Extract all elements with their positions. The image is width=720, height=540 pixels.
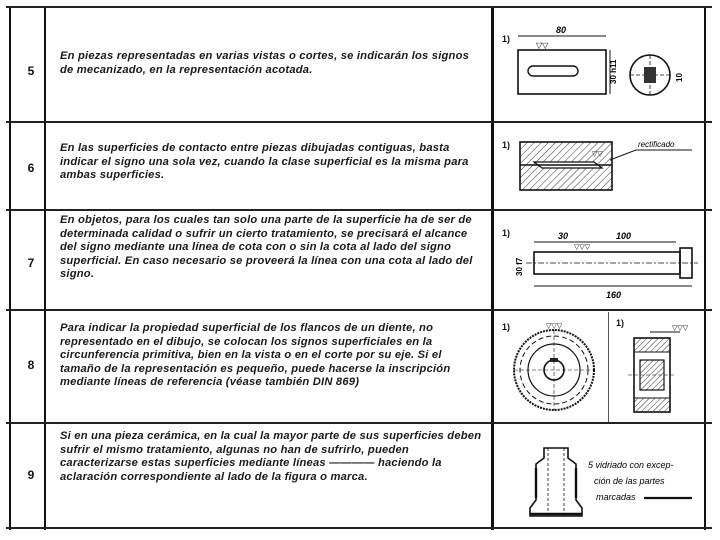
figure-marker: 1) xyxy=(502,34,511,44)
dimension-label: 30 f7 xyxy=(515,257,524,276)
figure-divider xyxy=(608,312,609,422)
row-text: Si en una pieza cerámica, en la cual la mayor parte de sus superficies deben sufrir el mismo tratamiento, algunas no han de sufrirlo, pueden caracterizarse estas superficies mediante líneas ———— haciendo la aclaración correspondiente al lado de la figura o marca. xyxy=(60,430,482,483)
dimension-label: 100 xyxy=(616,231,632,241)
figure-marker: 1) xyxy=(616,318,625,328)
row-text: En objetos, para los cuales tan solo una parte de la superficie ha de ser de determinada calidad o sufrir un cierto tratamiento, se precisará el alcance del signo mediante una línea de cota con o sin la cota al lado del signo superficial. En caso necesario se proveerá la línea con una cota al lado del signo. xyxy=(60,214,473,281)
dimension-label: 10 xyxy=(675,73,684,82)
figure-marker: 1) xyxy=(502,140,511,150)
dimension-label: 80 xyxy=(556,25,567,35)
row-number: 8 xyxy=(27,358,35,372)
row-number: 5 xyxy=(27,64,35,78)
row-number: 9 xyxy=(27,468,35,482)
figure-keyway-shaft xyxy=(506,20,701,116)
figure-marker: 1) xyxy=(502,322,511,332)
dimension-label: 30 xyxy=(558,231,569,241)
figure-gear-view xyxy=(506,314,606,420)
row-text: En piezas representadas en varias vistas o cortes, se indicarán los signos de mecanizado, en la representación acotada. xyxy=(60,50,470,76)
row-number: 7 xyxy=(27,256,35,270)
row-number: 6 xyxy=(27,161,35,175)
surface-symbol: ▽▽▽ xyxy=(672,325,689,332)
figure-gear-section xyxy=(620,314,704,420)
annotation-note: 5 vidriado con excep- xyxy=(588,460,674,470)
surface-symbol: ▽▽▽ xyxy=(546,323,563,330)
dimension-label: 30 h11 xyxy=(609,59,618,84)
surface-symbol: ▽▽▽ xyxy=(574,244,591,251)
row-divider xyxy=(6,209,712,211)
row-divider xyxy=(6,6,712,8)
figure-marker: 1) xyxy=(502,228,511,238)
figure-partial-shaft xyxy=(506,214,701,306)
table-border-left xyxy=(9,6,11,530)
surface-symbol: ▽▽ xyxy=(592,151,603,158)
table-border-right xyxy=(704,6,706,530)
row-divider xyxy=(6,527,712,529)
row-text: En las superficies de contacto entre piezas dibujadas contiguas, basta indicar el signo una sola vez, cuando la clase superficial es la misma para ambas superficies. xyxy=(60,142,469,182)
row-text: Para indicar la propiedad superficial de los flancos de un diente, no representado en el dibujo, se colocan los signos superficiales en la circunferencia primitiva, bien en la vista o en el corte por su eje. Si el tamaño de la representación es pequeño, puede hacerse la inscripción mediante líneas de referencia (véase también DIN 869) xyxy=(60,322,451,389)
annotation-note: marcadas xyxy=(596,492,636,502)
figure-ceramic-part xyxy=(506,428,704,524)
annotation-note: ción de las partes xyxy=(594,476,665,486)
dimension-label: 160 xyxy=(606,290,622,300)
row-divider xyxy=(6,309,712,311)
figure-contact-surfaces xyxy=(506,128,701,206)
rules-table xyxy=(6,6,712,530)
row-divider xyxy=(6,422,712,424)
number-column-divider xyxy=(44,6,46,530)
row-divider xyxy=(6,121,712,123)
figure-column-divider xyxy=(491,6,494,530)
annotation-note: rectificado xyxy=(638,140,675,149)
surface-symbol: ▽▽ xyxy=(536,41,549,50)
